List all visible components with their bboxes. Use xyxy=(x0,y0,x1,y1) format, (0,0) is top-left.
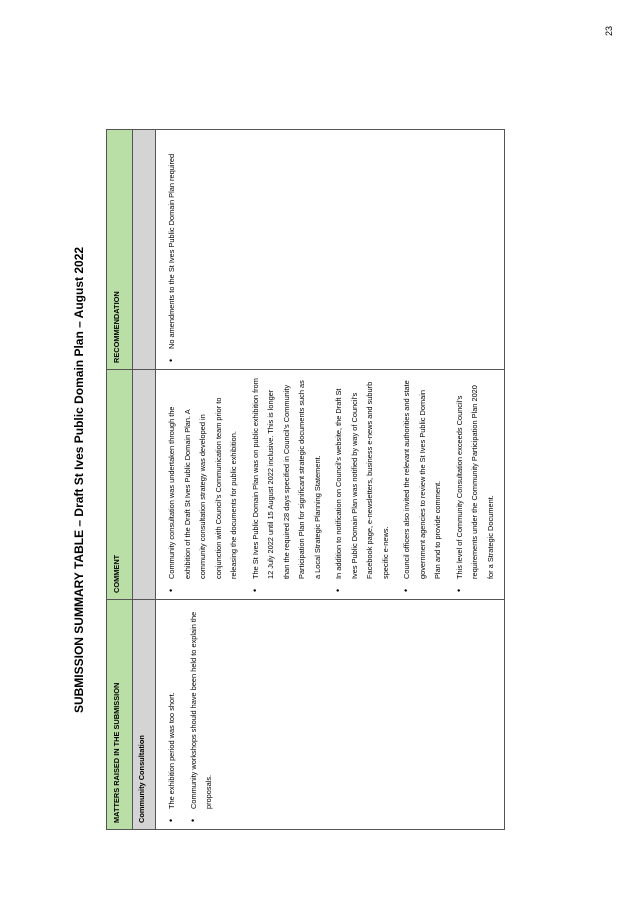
rotated-landscape-content xyxy=(72,130,495,830)
list-item: • The St Ives Public Domain Plan was on public exhibition from 12 July 2022 until 15 August 2022 inclusive. This is longer than the required 28 days specified in Council’s Community Participation Plan for significant strategic documents such as a Local Strategic Planning Statement. xyxy=(248,376,326,579)
list-item: • Council officers also invited the relevant authorities and state government agencies to review the St Ives Public Domain Plan and to provide comment. xyxy=(399,376,446,579)
table-row xyxy=(156,130,505,830)
section-row xyxy=(133,130,156,830)
section-filler xyxy=(133,130,156,370)
list-item: • Community consultation was undertaken through the exhibition of the Draft St Ives Public Domain Plan. A community consultation strategy was developed in conjunction with Council’s Communication team prior to releasing the documents for public exhibition. xyxy=(164,376,242,579)
comment-cell xyxy=(156,370,505,600)
submission-summary-table xyxy=(106,129,505,830)
list-item: • This level of Community Consultation exceeds Council’s requirements under the Community Participation Plan 2020 for a Strategic Document. xyxy=(452,376,499,579)
comment-list xyxy=(164,376,498,593)
list-item: • The exhibition period was too short. xyxy=(164,606,180,809)
matters-cell xyxy=(156,600,505,830)
section-filler xyxy=(133,370,156,600)
matters-list xyxy=(164,606,217,823)
section-label: Community Consultation xyxy=(133,600,156,830)
page-title: SUBMISSION SUMMARY TABLE – Draft St Ives Public Domain Plan – August 2022 xyxy=(72,246,86,714)
list-item: • Community workshops should have been held to explain the proposals. xyxy=(186,606,217,809)
header-comment: COMMENT xyxy=(107,370,133,600)
recommendation-cell xyxy=(156,130,505,370)
list-item: • No amendments to the St Ives Public Domain Plan required xyxy=(164,136,180,349)
recommendation-list xyxy=(164,136,180,363)
page-number: 23 xyxy=(604,25,614,36)
header-row xyxy=(107,130,133,830)
header-recommendation: RECOMMENDATION xyxy=(107,130,133,370)
list-item: • In addition to notification on Council’s website, the Draft St Ives Public Domain Plan was notified by way of Council’s Facebook page, e-newsletters, business e-news and suburb specific e-news. xyxy=(331,376,393,579)
header-matters: MATTERS RAISED IN THE SUBMISSION xyxy=(107,600,133,830)
